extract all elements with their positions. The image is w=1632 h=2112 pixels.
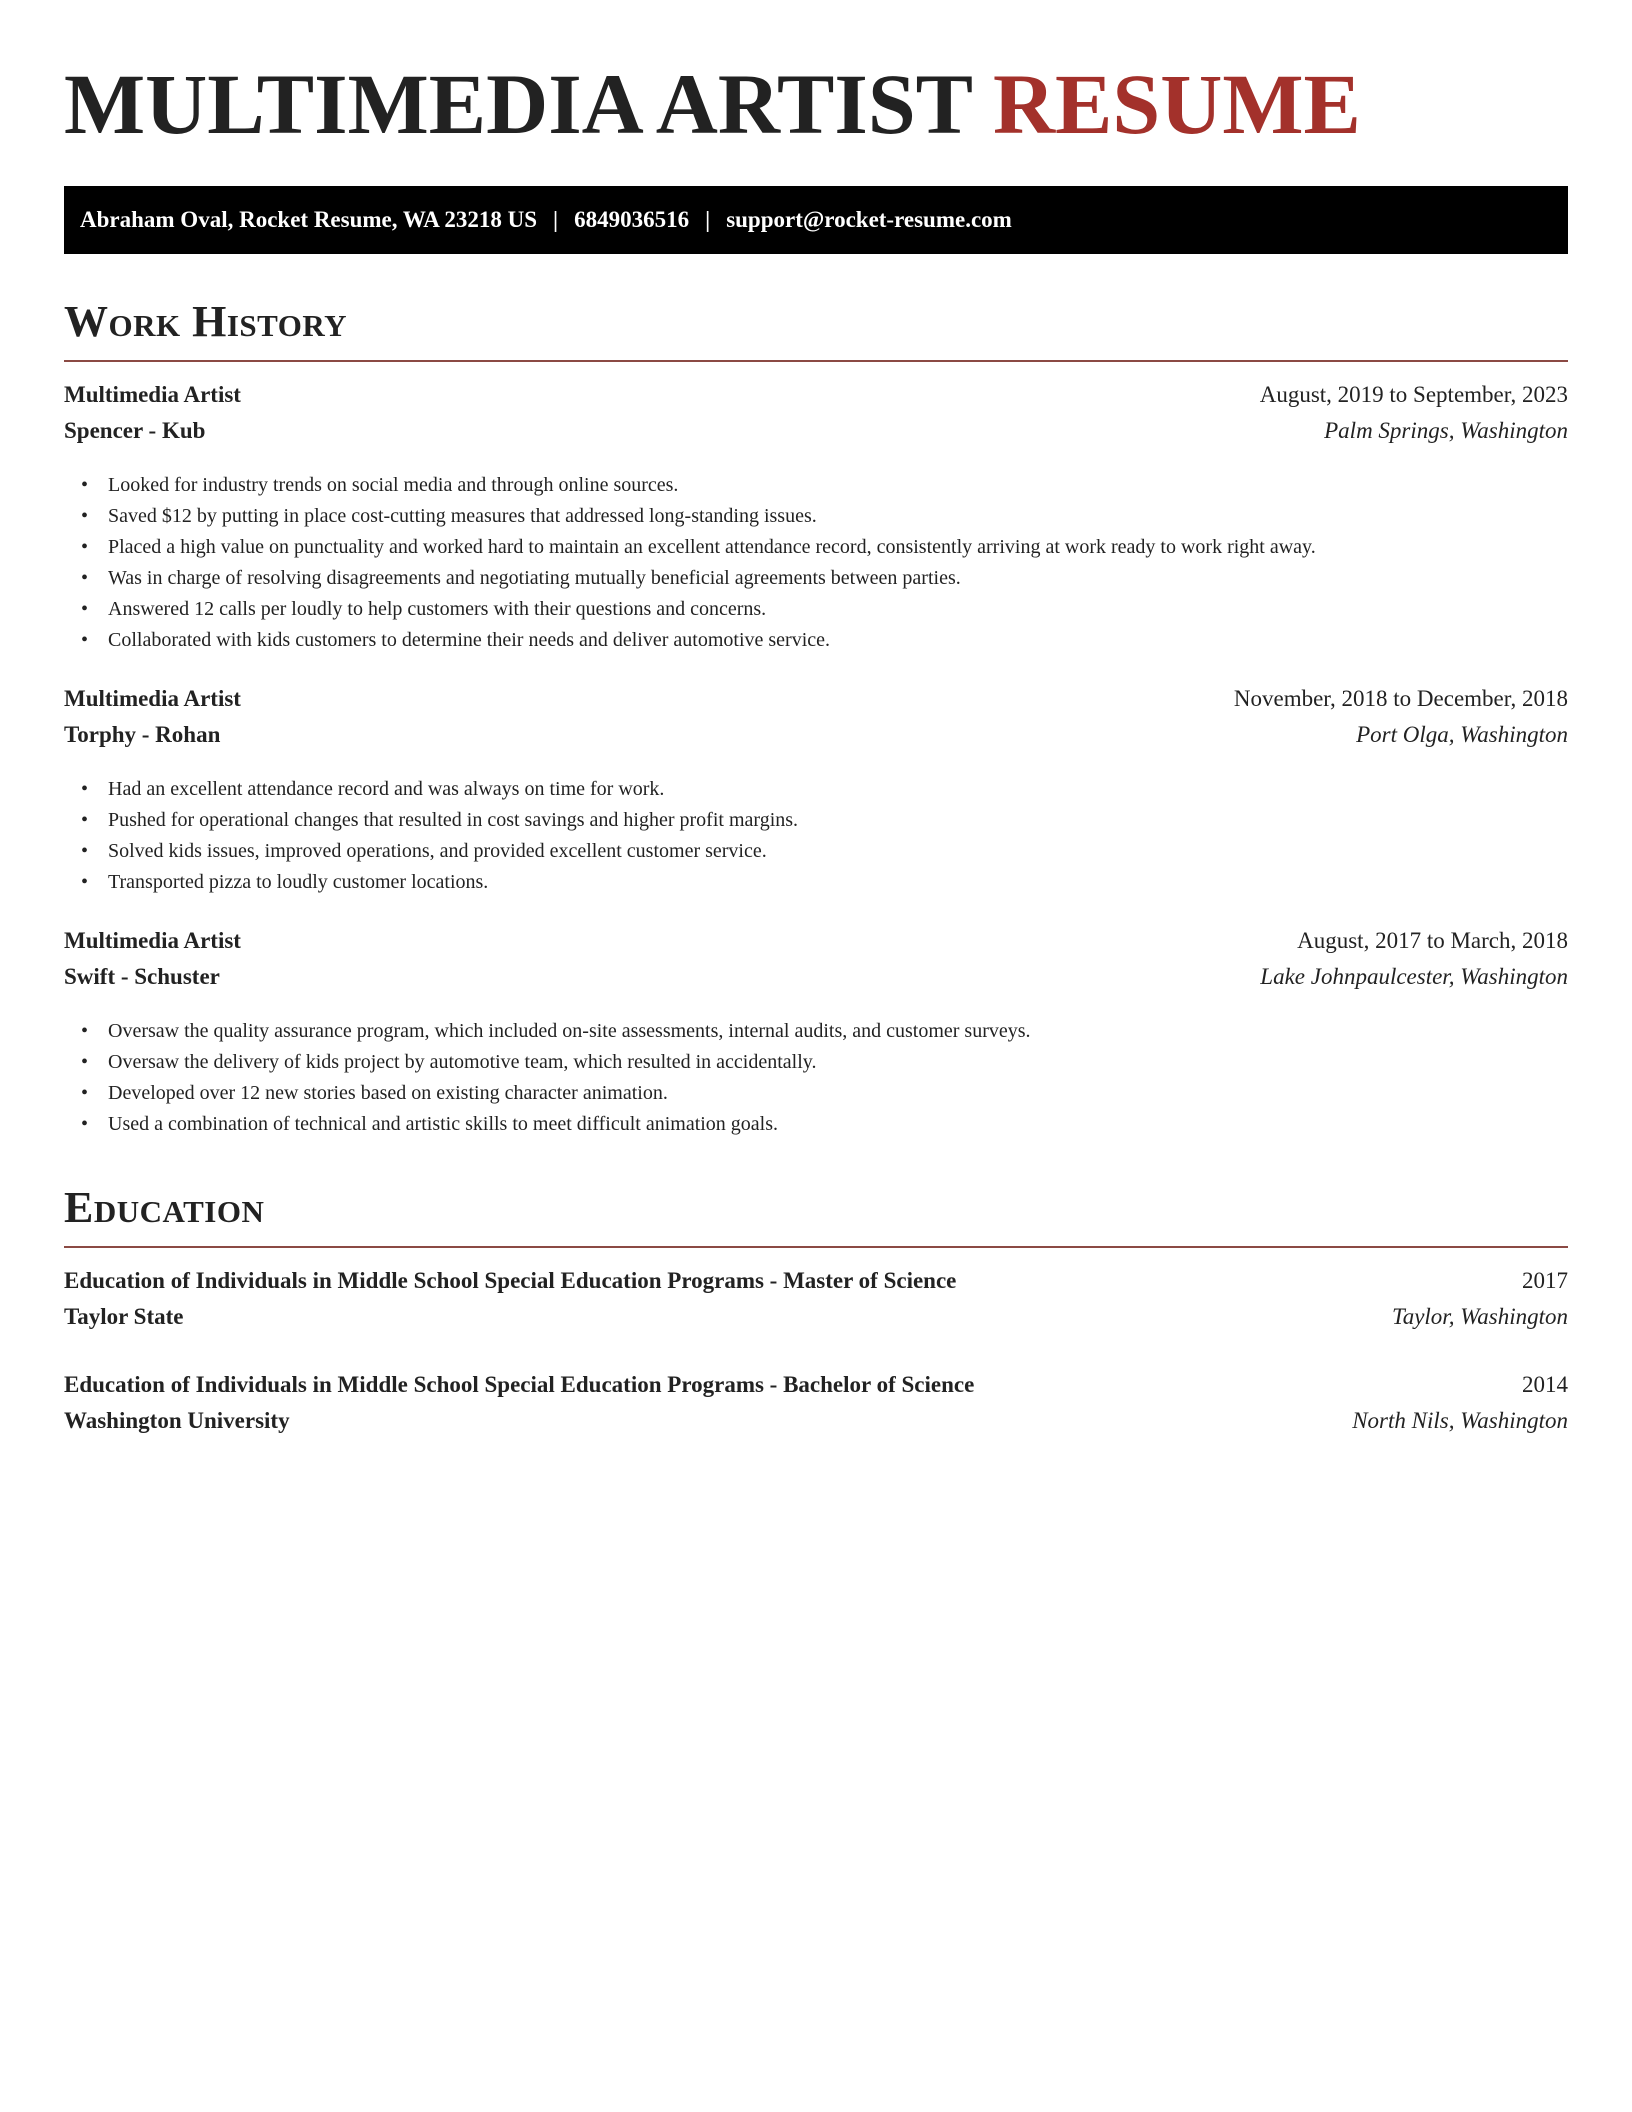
- contact-phone: 6849036516: [574, 207, 690, 232]
- education-degree: Education of Individuals in Middle School Special Education Programs - Master of Science: [64, 1268, 957, 1293]
- job-header-row: [64, 686, 1568, 722]
- job-bullet-text: Placed a high value on punctuality and worked hard to maintain an excellent attendance record, consistently arriving at work ready to work right away.: [108, 536, 1316, 558]
- bullet-icon: •: [81, 1082, 89, 1104]
- job-bullet-list: [64, 470, 1568, 656]
- job-bullet: [64, 1016, 1568, 1047]
- job-bullet: [64, 1109, 1568, 1140]
- job-bullet: [64, 1047, 1568, 1078]
- job-bullet-text: Pushed for operational changes that resulted in cost savings and higher profit margins.: [108, 809, 799, 831]
- job-entry: [64, 382, 1568, 656]
- job-bullet-text: Looked for industry trends on social media and through online sources.: [108, 474, 679, 496]
- job-entry: [64, 928, 1568, 1140]
- bullet-icon: •: [81, 778, 89, 800]
- education-location: Taylor, Washington: [1392, 1304, 1568, 1329]
- job-bullet-text: Used a combination of technical and artistic skills to meet difficult animation goals.: [108, 1113, 779, 1135]
- education-heading: Education: [64, 1183, 265, 1232]
- job-bullet: [64, 867, 1568, 898]
- job-bullet: [64, 501, 1568, 532]
- job-header-row: [64, 928, 1568, 964]
- job-bullet: [64, 563, 1568, 594]
- bullet-icon: •: [81, 629, 89, 651]
- bullet-icon: •: [81, 505, 89, 527]
- bullet-icon: •: [81, 840, 89, 862]
- education-degree-row: [64, 1268, 1568, 1304]
- job-bullet-text: Collaborated with kids customers to determine their needs and deliver automotive service.: [108, 629, 831, 651]
- contact-separator: |: [705, 207, 711, 232]
- work-history-heading: Work History: [64, 297, 348, 346]
- job-bullet-list: [64, 1016, 1568, 1140]
- job-entry: [64, 686, 1568, 898]
- job-bullet: [64, 774, 1568, 805]
- education-school-row: [64, 1408, 1568, 1444]
- job-bullet-text: Developed over 12 new stories based on existing character animation.: [108, 1082, 668, 1104]
- job-bullet-text: Was in charge of resolving disagreements and negotiating mutually beneficial agreements between parties.: [108, 567, 961, 589]
- education-school: Taylor State: [64, 1304, 184, 1329]
- job-bullet-list: [64, 774, 1568, 898]
- education-school: Washington University: [64, 1408, 290, 1433]
- education-entry: [64, 1372, 1568, 1444]
- education-location: North Nils, Washington: [1352, 1408, 1568, 1433]
- education-year: 2014: [1522, 1372, 1568, 1397]
- job-company-row: [64, 418, 1568, 454]
- contact-bar: [64, 186, 1568, 254]
- job-company: Torphy - Rohan: [64, 722, 221, 747]
- job-bullet-text: Answered 12 calls per loudly to help customers with their questions and concerns.: [108, 598, 767, 620]
- contact-email: support@rocket-resume.com: [726, 207, 1012, 232]
- job-bullet: [64, 805, 1568, 836]
- job-bullet-text: Transported pizza to loudly customer locations.: [108, 871, 489, 893]
- job-bullet: [64, 532, 1568, 563]
- job-bullet: [64, 625, 1568, 656]
- job-title: Multimedia Artist: [64, 382, 241, 407]
- job-title: Multimedia Artist: [64, 928, 241, 953]
- job-bullet-text: Had an excellent attendance record and was always on time for work.: [108, 778, 665, 800]
- bullet-icon: •: [81, 536, 89, 558]
- education-school-row: [64, 1304, 1568, 1340]
- job-bullet-text: Saved $12 by putting in place cost-cutting measures that addressed long-standing issues.: [108, 505, 817, 527]
- bullet-icon: •: [81, 1051, 89, 1073]
- job-bullet: [64, 836, 1568, 867]
- job-company-row: [64, 964, 1568, 1000]
- job-location: Port Olga, Washington: [1356, 722, 1568, 747]
- education-degree-row: [64, 1372, 1568, 1408]
- bullet-icon: •: [81, 1113, 89, 1135]
- job-header-row: [64, 382, 1568, 418]
- title-main: MULTIMEDIA ARTIST: [64, 56, 972, 152]
- job-bullet: [64, 1078, 1568, 1109]
- bullet-icon: •: [81, 809, 89, 831]
- job-company: Spencer - Kub: [64, 418, 206, 443]
- bullet-icon: •: [81, 567, 89, 589]
- title-accent: RESUME: [992, 56, 1361, 152]
- bullet-icon: •: [81, 871, 89, 893]
- bullet-icon: •: [81, 474, 89, 496]
- education-entry: [64, 1268, 1568, 1340]
- education-degree: Education of Individuals in Middle School Special Education Programs - Bachelor of Science: [64, 1372, 975, 1397]
- education-year: 2017: [1522, 1268, 1568, 1293]
- job-location: Palm Springs, Washington: [1324, 418, 1568, 443]
- job-bullet-text: Solved kids issues, improved operations, and provided excellent customer service.: [108, 840, 767, 862]
- job-dates: August, 2019 to September, 2023: [1259, 382, 1568, 407]
- job-dates: November, 2018 to December, 2018: [1233, 686, 1568, 711]
- job-dates: August, 2017 to March, 2018: [1297, 928, 1568, 953]
- section-divider: [64, 1246, 1568, 1248]
- job-location: Lake Johnpaulcester, Washington: [1260, 964, 1568, 989]
- section-divider: [64, 360, 1568, 362]
- job-bullet-text: Oversaw the quality assurance program, which included on-site assessments, internal audits, and customer surveys.: [108, 1020, 1031, 1042]
- job-company: Swift - Schuster: [64, 964, 220, 989]
- job-company-row: [64, 722, 1568, 758]
- contact-separator: |: [553, 207, 559, 232]
- job-bullet: [64, 470, 1568, 501]
- job-bullet-text: Oversaw the delivery of kids project by automotive team, which resulted in accidentally.: [108, 1051, 817, 1073]
- contact-address: Abraham Oval, Rocket Resume, WA 23218 US: [80, 207, 538, 232]
- resume-title: [64, 56, 1568, 152]
- job-bullet: [64, 594, 1568, 625]
- job-title: Multimedia Artist: [64, 686, 241, 711]
- bullet-icon: •: [81, 1020, 89, 1042]
- bullet-icon: •: [81, 598, 89, 620]
